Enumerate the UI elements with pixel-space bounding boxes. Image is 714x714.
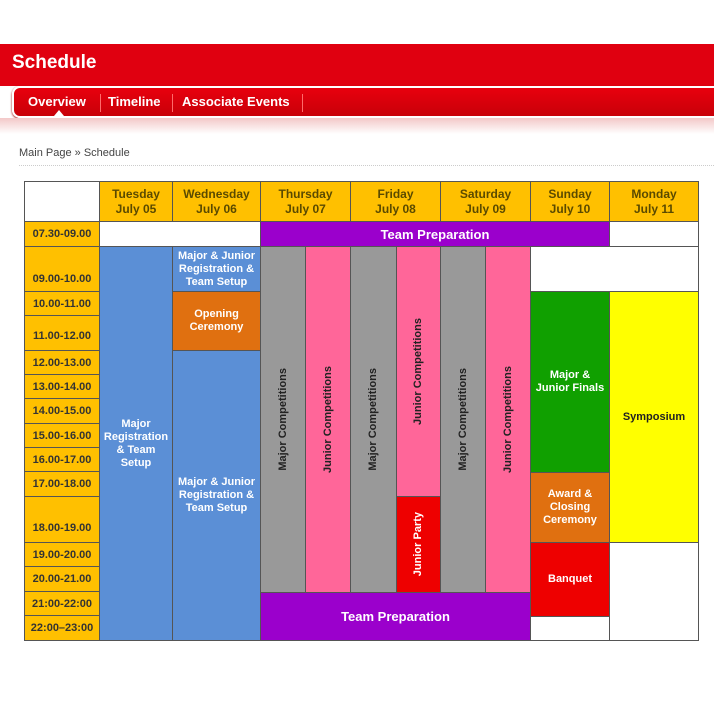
- nav-tab-overview[interactable]: Overview: [28, 94, 86, 109]
- time-slot: 16.00-17.00: [24, 447, 100, 472]
- event-junior-competitions-friday[interactable]: Junior Competitions: [396, 246, 441, 497]
- event-major-registration-tuesday[interactable]: Major Registration & Team Setup: [99, 246, 173, 641]
- time-slot: 15.00-16.00: [24, 423, 100, 448]
- event-award-closing-ceremony[interactable]: Award & Closing Ceremony: [530, 472, 610, 543]
- breadcrumb-separator: »: [74, 147, 81, 159]
- empty-slot: [530, 616, 610, 641]
- time-slot: 17.00-18.00: [24, 471, 100, 497]
- time-slot: 19.00-20.00: [24, 542, 100, 567]
- event-registration-wednesday-afternoon[interactable]: Major & Junior Registration & Team Setup: [172, 350, 261, 641]
- event-team-preparation-morning[interactable]: Team Preparation: [260, 221, 610, 247]
- corner-cell: [24, 181, 100, 222]
- day-header-sunday: Sunday July 10: [530, 181, 610, 222]
- empty-slot: [609, 542, 699, 641]
- event-opening-ceremony[interactable]: Opening Ceremony: [172, 291, 261, 351]
- event-major-competitions-saturday[interactable]: Major Competitions: [440, 246, 486, 593]
- event-junior-competitions-saturday[interactable]: Junior Competitions: [485, 246, 531, 593]
- event-banquet[interactable]: Banquet: [530, 542, 610, 617]
- time-slot: 14.00-15.00: [24, 398, 100, 424]
- time-slot: 18.00-19.00: [24, 496, 100, 543]
- event-major-competitions-thursday[interactable]: Major Competitions: [260, 246, 306, 593]
- day-header-thursday: Thursday July 07: [260, 181, 351, 222]
- empty-slot: [530, 246, 699, 292]
- time-slot: 09.00-10.00: [24, 246, 100, 292]
- day-header-friday: Friday July 08: [350, 181, 441, 222]
- time-slot: 22:00–23:00: [24, 615, 100, 641]
- event-team-preparation-evening[interactable]: Team Preparation: [260, 592, 531, 641]
- day-header-wednesday: Wednesday July 06: [172, 181, 261, 222]
- time-slot: 11.00-12.00: [24, 315, 100, 351]
- breadcrumb-home-link[interactable]: Main Page: [19, 147, 72, 159]
- event-junior-party[interactable]: Junior Party: [396, 496, 441, 593]
- time-slot: 21:00-22:00: [24, 591, 100, 616]
- page-title: Schedule: [12, 52, 97, 73]
- event-major-competitions-friday[interactable]: Major Competitions: [350, 246, 397, 593]
- empty-slot: [609, 221, 699, 247]
- nav-tab-timeline[interactable]: Timeline: [108, 94, 161, 109]
- time-slot: 10.00-11.00: [24, 291, 100, 316]
- breadcrumb-current: Schedule: [83, 147, 130, 159]
- time-slot: 20.00-21.00: [24, 566, 100, 592]
- nav-tab-associate-events[interactable]: Associate Events: [182, 94, 290, 109]
- empty-slot: [99, 221, 261, 247]
- event-major-junior-finals[interactable]: Major & Junior Finals: [530, 291, 610, 473]
- event-registration-wednesday-morning[interactable]: Major & Junior Registration & Team Setup: [172, 246, 261, 292]
- event-junior-competitions-thursday[interactable]: Junior Competitions: [305, 246, 351, 593]
- time-slot: 07.30-09.00: [24, 221, 100, 247]
- time-slot: 12.00-13.00: [24, 350, 100, 375]
- event-symposium[interactable]: Symposium: [609, 291, 699, 543]
- day-header-monday: Monday July 11: [609, 181, 699, 222]
- time-slot: 13.00-14.00: [24, 374, 100, 399]
- day-header-saturday: Saturday July 09: [440, 181, 531, 222]
- day-header-tuesday: Tuesday July 05: [99, 181, 173, 222]
